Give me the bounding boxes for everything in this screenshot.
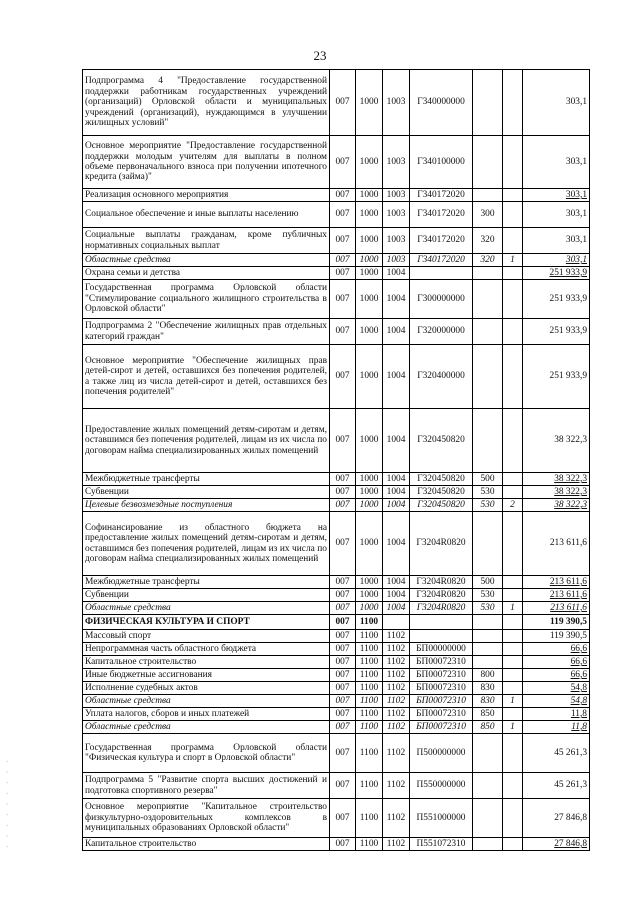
vedomstvo-code-cell: 007 (330, 189, 356, 202)
podrazdel-code-cell: 1004 (383, 576, 410, 589)
expense-type-cell (473, 267, 503, 280)
row-name-cell: Иные бюджетные ассигнования (83, 669, 330, 682)
funding-source-cell (503, 669, 523, 682)
table-row (83, 708, 590, 721)
amount-cell: 213 611,6 (523, 512, 590, 576)
target-article-cell: Г3204R0820 (410, 512, 473, 576)
podrazdel-code-cell: 1003 (383, 136, 410, 189)
podrazdel-code-cell: 1003 (383, 228, 410, 254)
vedomstvo-code-cell: 007 (330, 602, 356, 615)
vedomstvo-code-cell: 007 (330, 345, 356, 409)
amount-cell: 38 322,3 (523, 499, 590, 512)
table-row (83, 656, 590, 669)
vedomstvo-code-cell: 007 (330, 136, 356, 189)
expense-type-cell (473, 838, 503, 851)
row-name-cell: Массовый спорт (83, 630, 330, 643)
razdel-code-cell: 1100 (356, 695, 383, 708)
expense-type-cell (473, 136, 503, 189)
target-article-cell: Г320400000 (410, 345, 473, 409)
table-row (83, 512, 590, 576)
row-name-cell: Капитальное строительство (83, 838, 330, 851)
row-name-cell: Государственная программа Орловской области "Стимулирование социального жилищного строительства в Орловской области" (83, 280, 330, 319)
table-row (83, 486, 590, 499)
row-name-cell: Предоставление жилых помещений детям-сиротам и детям, оставшимся без попечения родителей, лицам из их числа по договорам найма специализированных жилых помещений (83, 409, 330, 473)
razdel-code-cell: 1100 (356, 721, 383, 734)
expense-type-cell (473, 319, 503, 345)
vedomstvo-code-cell: 007 (330, 267, 356, 280)
expense-type-cell: 500 (473, 473, 503, 486)
funding-source-cell (503, 656, 523, 669)
razdel-code-cell: 1000 (356, 589, 383, 602)
page-number: 23 (313, 48, 327, 63)
vedomstvo-code-cell: 007 (330, 280, 356, 319)
target-article-cell (410, 630, 473, 643)
row-name-cell: Непрограммная часть областного бюджета (83, 643, 330, 656)
row-name-cell: Подпрограмма 4 "Предоставление государственной поддержки работникам государственных учреждений (организаций) Орловской области и муниципальных учреждений (организаций), нуждающимся в улучшении жилищных условий" (83, 70, 330, 136)
row-name-cell: Исполнение судебных актов (83, 682, 330, 695)
podrazdel-code-cell: 1102 (383, 682, 410, 695)
razdel-code-cell: 1100 (356, 669, 383, 682)
table-row (83, 630, 590, 643)
podrazdel-code-cell: 1003 (383, 254, 410, 267)
table-row (83, 254, 590, 267)
table-row (83, 669, 590, 682)
row-name-cell: Государственная программа Орловской области "Физическая культура и спорт в Орловской области" (83, 734, 330, 773)
podrazdel-code-cell: 1004 (383, 589, 410, 602)
amount-cell: 213 611,6 (523, 576, 590, 589)
target-article-cell: БП00072310 (410, 721, 473, 734)
amount-cell: 66,6 (523, 656, 590, 669)
row-name-cell: Подпрограмма 5 "Развитие спорта высших достижений и подготовка спортивного резерва" (83, 773, 330, 799)
amount-cell: 38 322,3 (523, 486, 590, 499)
funding-source-cell (503, 630, 523, 643)
amount-cell: 251 933,9 (523, 267, 590, 280)
row-name-cell: Софинансирование из областного бюджета на предоставление жилых помещений детям-сиротам и детям, оставшимся без попечения родителей, лицам из их числа по договорам найма специализированных жилых помещений (83, 512, 330, 576)
funding-source-cell (503, 773, 523, 799)
podrazdel-code-cell: 1003 (383, 189, 410, 202)
vedomstvo-code-cell: 007 (330, 773, 356, 799)
target-article-cell: БП00072310 (410, 682, 473, 695)
podrazdel-code-cell: 1102 (383, 708, 410, 721)
funding-source-cell (503, 473, 523, 486)
vedomstvo-code-cell: 007 (330, 228, 356, 254)
razdel-code-cell: 1000 (356, 70, 383, 136)
funding-source-cell (503, 615, 523, 630)
amount-cell: 45 261,3 (523, 773, 590, 799)
amount-cell: 251 933,9 (523, 345, 590, 409)
target-article-cell (410, 615, 473, 630)
target-article-cell: Г3204R0820 (410, 589, 473, 602)
vedomstvo-code-cell: 007 (330, 486, 356, 499)
table-row (83, 189, 590, 202)
table-row (83, 615, 590, 630)
scan-margin-marks: · · · · · · · · · (2, 760, 11, 851)
amount-cell: 27 846,8 (523, 838, 590, 851)
podrazdel-code-cell: 1004 (383, 280, 410, 319)
podrazdel-code-cell: 1003 (383, 202, 410, 228)
amount-cell: 38 322,3 (523, 409, 590, 473)
podrazdel-code-cell: 1004 (383, 345, 410, 409)
row-name-cell: Уплата налогов, сборов и иных платежей (83, 708, 330, 721)
razdel-code-cell: 1000 (356, 345, 383, 409)
table-row (83, 345, 590, 409)
podrazdel-code-cell: 1102 (383, 721, 410, 734)
expense-type-cell: 320 (473, 228, 503, 254)
expense-type-cell (473, 70, 503, 136)
row-name-cell: Реализация основного мероприятия (83, 189, 330, 202)
razdel-code-cell: 1100 (356, 615, 383, 630)
funding-source-cell (503, 280, 523, 319)
target-article-cell: Г320450820 (410, 473, 473, 486)
razdel-code-cell: 1000 (356, 136, 383, 189)
expense-type-cell: 500 (473, 576, 503, 589)
amount-cell: 27 846,8 (523, 799, 590, 838)
amount-cell: 303,1 (523, 228, 590, 254)
row-name-cell: ФИЗИЧЕСКАЯ КУЛЬТУРА И СПОРТ (83, 615, 330, 630)
amount-cell: 119 390,5 (523, 630, 590, 643)
razdel-code-cell: 1000 (356, 409, 383, 473)
podrazdel-code-cell: 1004 (383, 486, 410, 499)
amount-cell: 45 261,3 (523, 734, 590, 773)
target-article-cell: П500000000 (410, 734, 473, 773)
razdel-code-cell: 1100 (356, 630, 383, 643)
target-article-cell: Г340172020 (410, 254, 473, 267)
table-row (83, 136, 590, 189)
expense-type-cell: 530 (473, 486, 503, 499)
target-article-cell: П551072310 (410, 838, 473, 851)
row-name-cell: Областные средства (83, 721, 330, 734)
razdel-code-cell: 1100 (356, 682, 383, 695)
vedomstvo-code-cell: 007 (330, 695, 356, 708)
funding-source-cell (503, 734, 523, 773)
podrazdel-code-cell: 1102 (383, 643, 410, 656)
table-row (83, 643, 590, 656)
razdel-code-cell: 1000 (356, 499, 383, 512)
amount-cell: 303,1 (523, 189, 590, 202)
table-row (83, 576, 590, 589)
target-article-cell (410, 267, 473, 280)
vedomstvo-code-cell: 007 (330, 682, 356, 695)
table-row (83, 721, 590, 734)
row-name-cell: Целевые безвозмездные поступления (83, 499, 330, 512)
expense-type-cell: 830 (473, 682, 503, 695)
podrazdel-code-cell: 1102 (383, 630, 410, 643)
row-name-cell: Областные средства (83, 602, 330, 615)
table-row (83, 473, 590, 486)
razdel-code-cell: 1000 (356, 602, 383, 615)
funding-source-cell (503, 643, 523, 656)
table-row (83, 499, 590, 512)
table-row (83, 602, 590, 615)
amount-cell: 54,8 (523, 682, 590, 695)
target-article-cell: БП00072310 (410, 708, 473, 721)
vedomstvo-code-cell: 007 (330, 615, 356, 630)
vedomstvo-code-cell: 007 (330, 319, 356, 345)
razdel-code-cell: 1000 (356, 319, 383, 345)
row-name-cell: Основное мероприятие "Предоставление государственной поддержки молодым учителям для выплаты в полном объеме первоначального взноса при получении ипотечного кредита (займа)" (83, 136, 330, 189)
target-article-cell: БП00072310 (410, 669, 473, 682)
table-row (83, 228, 590, 254)
amount-cell: 38 322,3 (523, 473, 590, 486)
vedomstvo-code-cell: 007 (330, 630, 356, 643)
target-article-cell: БП00072310 (410, 695, 473, 708)
amount-cell: 66,6 (523, 669, 590, 682)
vedomstvo-code-cell: 007 (330, 734, 356, 773)
vedomstvo-code-cell: 007 (330, 799, 356, 838)
amount-cell: 11,8 (523, 721, 590, 734)
podrazdel-code-cell: 1102 (383, 799, 410, 838)
vedomstvo-code-cell: 007 (330, 254, 356, 267)
funding-source-cell: 1 (503, 721, 523, 734)
expense-type-cell (473, 734, 503, 773)
target-article-cell: П551000000 (410, 799, 473, 838)
expense-type-cell: 530 (473, 499, 503, 512)
vedomstvo-code-cell: 007 (330, 576, 356, 589)
razdel-code-cell: 1000 (356, 512, 383, 576)
row-name-cell: Подпрограмма 2 "Обеспечение жилищных прав отдельных категорий граждан" (83, 319, 330, 345)
amount-cell: 303,1 (523, 70, 590, 136)
funding-source-cell (503, 345, 523, 409)
expense-type-cell: 530 (473, 602, 503, 615)
target-article-cell: Г3204R0820 (410, 576, 473, 589)
podrazdel-code-cell: 1004 (383, 602, 410, 615)
podrazdel-code-cell: 1004 (383, 473, 410, 486)
vedomstvo-code-cell: 007 (330, 721, 356, 734)
amount-cell: 11,8 (523, 708, 590, 721)
budget-table (82, 69, 590, 851)
target-article-cell: Г340100000 (410, 136, 473, 189)
razdel-code-cell: 1100 (356, 656, 383, 669)
vedomstvo-code-cell: 007 (330, 643, 356, 656)
funding-source-cell (503, 189, 523, 202)
podrazdel-code-cell: 1102 (383, 695, 410, 708)
row-name-cell: Областные средства (83, 254, 330, 267)
expense-type-cell: 530 (473, 589, 503, 602)
expense-type-cell (473, 799, 503, 838)
funding-source-cell (503, 202, 523, 228)
expense-type-cell: 830 (473, 695, 503, 708)
razdel-code-cell: 1000 (356, 486, 383, 499)
podrazdel-code-cell: 1102 (383, 734, 410, 773)
amount-cell: 251 933,9 (523, 280, 590, 319)
table-row (83, 734, 590, 773)
funding-source-cell (503, 70, 523, 136)
amount-cell: 66,6 (523, 643, 590, 656)
vedomstvo-code-cell: 007 (330, 838, 356, 851)
razdel-code-cell: 1100 (356, 643, 383, 656)
vedomstvo-code-cell: 007 (330, 409, 356, 473)
target-article-cell: Г3204R0820 (410, 602, 473, 615)
table-row (83, 202, 590, 228)
podrazdel-code-cell: 1004 (383, 267, 410, 280)
razdel-code-cell: 1000 (356, 189, 383, 202)
expense-type-cell: 300 (473, 202, 503, 228)
funding-source-cell: 1 (503, 254, 523, 267)
funding-source-cell (503, 512, 523, 576)
podrazdel-code-cell: 1102 (383, 838, 410, 851)
row-name-cell: Охрана семьи и детства (83, 267, 330, 280)
vedomstvo-code-cell: 007 (330, 473, 356, 486)
funding-source-cell: 2 (503, 499, 523, 512)
row-name-cell: Субвенции (83, 589, 330, 602)
table-row (83, 280, 590, 319)
funding-source-cell (503, 682, 523, 695)
funding-source-cell (503, 708, 523, 721)
row-name-cell: Основное мероприятие "Обеспечение жилищных прав детей-сирот и детей, оставшихся без попечения родителей, а также лиц из числа детей-сирот и детей, оставшихся без попечения родителей" (83, 345, 330, 409)
amount-cell: 213 611,6 (523, 602, 590, 615)
table-row (83, 589, 590, 602)
table-row (83, 409, 590, 473)
podrazdel-code-cell: 1003 (383, 70, 410, 136)
vedomstvo-code-cell: 007 (330, 656, 356, 669)
razdel-code-cell: 1000 (356, 228, 383, 254)
funding-source-cell (503, 589, 523, 602)
row-name-cell: Капитальное строительство (83, 656, 330, 669)
funding-source-cell (503, 838, 523, 851)
vedomstvo-code-cell: 007 (330, 202, 356, 228)
target-article-cell: БП00072310 (410, 656, 473, 669)
vedomstvo-code-cell: 007 (330, 669, 356, 682)
funding-source-cell (503, 576, 523, 589)
table-row (83, 695, 590, 708)
vedomstvo-code-cell: 007 (330, 70, 356, 136)
vedomstvo-code-cell: 007 (330, 512, 356, 576)
funding-source-cell: 1 (503, 602, 523, 615)
razdel-code-cell: 1100 (356, 708, 383, 721)
target-article-cell: Г340000000 (410, 70, 473, 136)
funding-source-cell (503, 136, 523, 189)
razdel-code-cell: 1000 (356, 267, 383, 280)
row-name-cell: Основное мероприятие "Капитальное строительство физкультурно-оздоровительных комплексов в муниципальных образованиях Орловской области" (83, 799, 330, 838)
razdel-code-cell: 1000 (356, 576, 383, 589)
row-name-cell: Областные средства (83, 695, 330, 708)
expense-type-cell (473, 512, 503, 576)
table-row (83, 682, 590, 695)
expense-type-cell (473, 189, 503, 202)
target-article-cell: Г320000000 (410, 319, 473, 345)
row-name-cell: Межбюджетные трансферты (83, 473, 330, 486)
razdel-code-cell: 1100 (356, 734, 383, 773)
expense-type-cell (473, 615, 503, 630)
razdel-code-cell: 1100 (356, 773, 383, 799)
funding-source-cell (503, 409, 523, 473)
amount-cell: 303,1 (523, 136, 590, 189)
funding-source-cell (503, 486, 523, 499)
vedomstvo-code-cell: 007 (330, 708, 356, 721)
amount-cell: 213 611,6 (523, 589, 590, 602)
podrazdel-code-cell (383, 615, 410, 630)
target-article-cell: Г340172020 (410, 189, 473, 202)
target-article-cell: Г320450820 (410, 409, 473, 473)
table-row (83, 319, 590, 345)
vedomstvo-code-cell: 007 (330, 589, 356, 602)
funding-source-cell (503, 267, 523, 280)
amount-cell: 54,8 (523, 695, 590, 708)
table-row (83, 70, 590, 136)
funding-source-cell (503, 319, 523, 345)
razdel-code-cell: 1100 (356, 799, 383, 838)
razdel-code-cell: 1100 (356, 838, 383, 851)
target-article-cell: Г300000000 (410, 280, 473, 319)
amount-cell: 119 390,5 (523, 615, 590, 630)
razdel-code-cell: 1000 (356, 254, 383, 267)
row-name-cell: Субвенции (83, 486, 330, 499)
podrazdel-code-cell: 1004 (383, 319, 410, 345)
vedomstvo-code-cell: 007 (330, 499, 356, 512)
expense-type-cell: 850 (473, 721, 503, 734)
razdel-code-cell: 1000 (356, 280, 383, 319)
amount-cell: 303,1 (523, 202, 590, 228)
expense-type-cell (473, 630, 503, 643)
expense-type-cell (473, 643, 503, 656)
podrazdel-code-cell: 1102 (383, 669, 410, 682)
expense-type-cell (473, 656, 503, 669)
row-name-cell: Межбюджетные трансферты (83, 576, 330, 589)
expense-type-cell (473, 773, 503, 799)
target-article-cell: Г340172020 (410, 228, 473, 254)
target-article-cell: Г320450820 (410, 486, 473, 499)
podrazdel-code-cell: 1102 (383, 656, 410, 669)
podrazdel-code-cell: 1004 (383, 512, 410, 576)
podrazdel-code-cell: 1004 (383, 499, 410, 512)
target-article-cell: Г320450820 (410, 499, 473, 512)
funding-source-cell: 1 (503, 695, 523, 708)
expense-type-cell (473, 280, 503, 319)
razdel-code-cell: 1000 (356, 202, 383, 228)
expense-type-cell (473, 345, 503, 409)
podrazdel-code-cell: 1102 (383, 773, 410, 799)
funding-source-cell (503, 799, 523, 838)
target-article-cell: Г340172020 (410, 202, 473, 228)
amount-cell: 303,1 (523, 254, 590, 267)
row-name-cell: Социальные выплаты гражданам, кроме публичных нормативных социальных выплат (83, 228, 330, 254)
expense-type-cell: 850 (473, 708, 503, 721)
amount-cell: 251 933,9 (523, 319, 590, 345)
target-article-cell: БП00000000 (410, 643, 473, 656)
table-row (83, 838, 590, 851)
row-name-cell: Социальное обеспечение и иные выплаты населению (83, 202, 330, 228)
expense-type-cell (473, 409, 503, 473)
table-row (83, 773, 590, 799)
expense-type-cell: 320 (473, 254, 503, 267)
expense-type-cell: 800 (473, 669, 503, 682)
table-row (83, 267, 590, 280)
funding-source-cell (503, 228, 523, 254)
podrazdel-code-cell: 1004 (383, 409, 410, 473)
razdel-code-cell: 1000 (356, 473, 383, 486)
target-article-cell: П550000000 (410, 773, 473, 799)
table-row (83, 799, 590, 838)
